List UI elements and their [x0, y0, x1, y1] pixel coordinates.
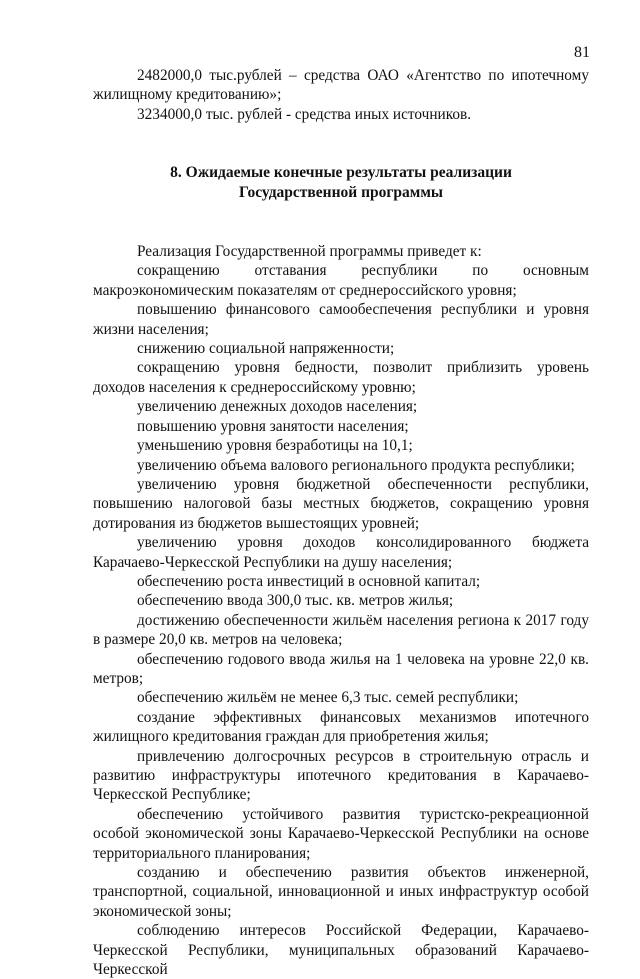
- result-item: создание эффективных финансовых механизмов ипотечного жилищного кредитования граждан для приобретения жилья;: [93, 708, 589, 746]
- result-item: увеличению уровня бюджетной обеспеченности республики, повышению налоговой базы местных бюджетов, сокращению уровня дотирования из бюджетов вышестоящих уровней;: [93, 475, 589, 532]
- result-item: повышению уровня занятости населения;: [137, 417, 409, 435]
- result-item: обеспечению ввода 300,0 тыс. кв. метров жилья;: [137, 592, 454, 610]
- result-item: обеспечению роста инвестиций в основной капитал;: [137, 572, 481, 590]
- result-item: сокращению уровня бедности, позволит приблизить уровень доходов населения к среднероссийскому уровню;: [93, 359, 589, 396]
- result-item: обеспечению жильём не менее 6,3 тыс. семей республики;: [137, 689, 519, 707]
- result-item: увеличению денежных доходов населения;: [137, 398, 418, 416]
- result-item: привлечению долгосрочных ресурсов в строительную отрасль и развитию инфраструктуры ипотечного кредитования в Карачаево-Черкесской Республике;: [93, 747, 589, 804]
- funding-paragraph: 2482000,0 тыс.рублей – средства ОАО «Агентство по ипотечному жилищному кредитованию»;: [93, 67, 589, 104]
- result-item: увеличению уровня доходов консолидированного бюджета Карачаево-Черкесской Республики на душу населения;: [93, 534, 589, 571]
- section-heading-line: Государственной программы: [239, 183, 443, 201]
- result-item: сокращению отставания республики по основным макроэкономическим показателям от среднероссийского уровня;: [93, 262, 589, 299]
- result-item: созданию и обеспечению развития объектов инженерной, транспортной, социальной, инновационной и иных инфраструктур особой экономической зоны;: [93, 864, 589, 920]
- page-number: 81: [574, 44, 590, 61]
- funding-paragraph: 3234000,0 тыс. рублей - средства иных источников.: [137, 105, 472, 123]
- results-intro-paragraph: Реализация Государственной программы приведет к:: [137, 243, 482, 261]
- document-body: [93, 66, 589, 979]
- result-item: обеспечению годового ввода жилья на 1 человека на уровне 22,0 кв. метров;: [93, 650, 589, 687]
- result-item: увеличению объема валового регионального продукта республики;: [137, 456, 575, 474]
- result-item: соблюдению интересов Российской Федерации, Карачаево-Черкесской Республики, муниципальных образований Карачаево-Черкесской: [93, 922, 589, 979]
- result-item: снижению социальной напряженности;: [137, 340, 395, 358]
- section-heading: [93, 163, 589, 202]
- result-item: уменьшению уровня безработицы на 10,1;: [137, 437, 413, 455]
- section-heading-line: 8. Ожидаемые конечные результаты реализации: [170, 164, 512, 182]
- result-item: достижению обеспеченности жильём населения региона к 2017 году в размере 20,0 кв. метров на человека;: [93, 611, 589, 649]
- result-item: повышению финансового самообеспечения республики и уровня жизни населения;: [93, 301, 589, 338]
- result-item: обеспечению устойчивого развития туристско-рекреационной особой экономической зоны Карачаево-Черкесской Республики на основе территориального планирования;: [93, 805, 589, 862]
